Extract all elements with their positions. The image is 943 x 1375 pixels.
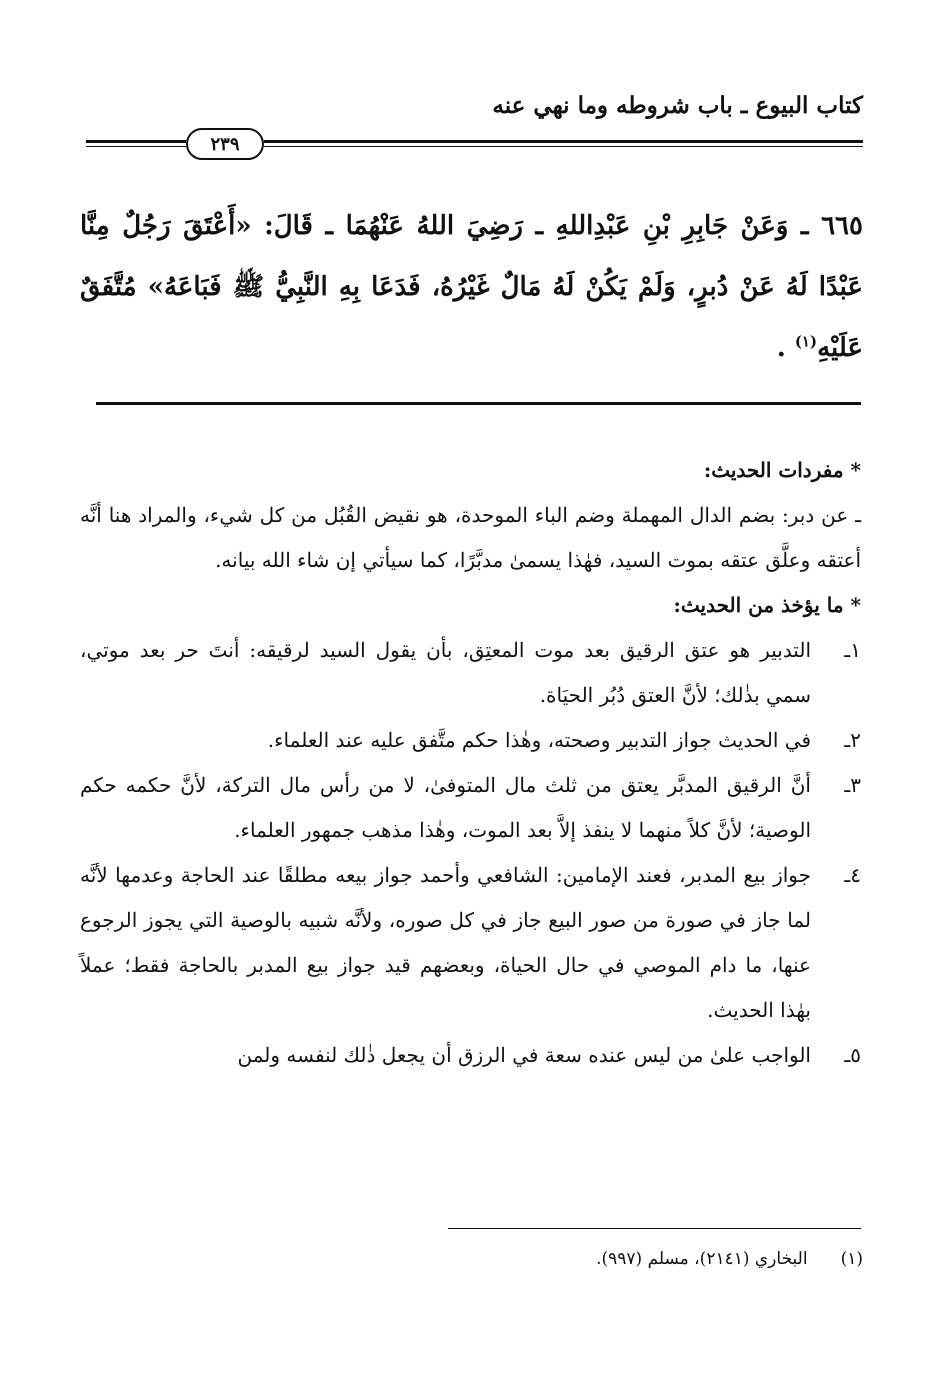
lesson-number: ٤ـ bbox=[844, 863, 861, 887]
header-rule-right bbox=[264, 140, 863, 147]
hadith-text bbox=[80, 196, 863, 379]
footnote bbox=[80, 1244, 863, 1274]
lesson-number: ١ـ bbox=[844, 638, 861, 662]
lesson-number: ٥ـ bbox=[844, 1043, 861, 1067]
footnote-text: البخاري (٢١٤١)، مسلم (٩٩٧). bbox=[596, 1249, 808, 1269]
lesson-number: ٢ـ bbox=[844, 728, 861, 752]
hadith-body: ـ وَعَنْ جَابِرِ بْنِ عَبْدِاللهِ ـ رَضِيَ اللهُ عَنْهُمَا ـ قَالَ: «أَعْتَقَ رَجُلٌ مِنَّا عَبْدًا لَهُ عَنْ دُبرٍ، وَلَمْ يَكُنْ لَهُ مَالٌ غَيْرُهُ، فَدَعَا بِهِ النَّبِيُّ ﷺ فَبَاعَهُ» مُتَّفَقٌ عَلَيْهِ bbox=[80, 211, 863, 363]
lesson-item bbox=[80, 628, 861, 718]
footnote-number: (١) bbox=[840, 1249, 863, 1269]
section-separator bbox=[96, 402, 861, 405]
lesson-item bbox=[80, 763, 861, 853]
vocab-heading: * مفردات الحديث: bbox=[703, 458, 861, 482]
hadith-number: ٦٦٥ bbox=[821, 211, 863, 241]
lesson-text: التدبير هو عتق الرقيق بعد موت المعتِق، بأن يقول السيد لرقيقه: أنتَ حر بعد موتي، سمي بذٰلك؛ لأنَّ العتق دُبُر الحيَاة. bbox=[80, 638, 811, 707]
footnote-reference: (١) bbox=[794, 332, 818, 351]
footnote-rule bbox=[448, 1228, 861, 1229]
lesson-item bbox=[80, 718, 861, 763]
lesson-text: الواجب علىٰ من ليس عنده سعة في الرزق أن يجعل ذٰلك لنفسه ولمن bbox=[237, 1043, 811, 1067]
vocab-entry: ـ عن دبر: بضم الدال المهملة وضم الباء الموحدة، هو نقيض القُبُل من كل شيء، والمراد هنا أنَّه أعتقه وعلَّق عتقه بموت السيد، فهٰذا يسمىٰ مدبَّرًا، كما سيأتي إن شاء الله بيانه. bbox=[80, 503, 861, 572]
lesson-text: في الحديث جواز التدبير وصحته، وهٰذا حكم متَّفق عليه عند العلماء. bbox=[267, 728, 811, 752]
lesson-text: أنَّ الرقيق المدبَّر يعتق من ثلث مال المتوفىٰ، لا من رأس مال التركة، لأنَّ حكمه حكم الوصية؛ لأنَّ كلاً منهما لا ينفذ إلاَّ بعد الموت، وهٰذا مذهب جمهور العلماء. bbox=[80, 773, 811, 842]
lesson-item bbox=[80, 1033, 861, 1078]
lesson-number: ٣ـ bbox=[844, 773, 861, 797]
hadith-end: . bbox=[776, 333, 795, 363]
commentary bbox=[80, 448, 861, 1078]
lessons-heading: * ما يؤخذ من الحديث: bbox=[673, 593, 861, 617]
header-rule-left bbox=[86, 140, 186, 147]
lesson-text: جواز بيع المدبر، فعند الإمامين: الشافعي وأحمد جواز بيعه مطلقًا عند الحاجة وعدمها لأنَّه لما جاز في صورة من صور البيع جاز في كل صوره، ولأنَّه شبيه بالوصية التي يجوز الرجوع عنها، ما دام الموصي في حال الحياة، وبعضهم قيد جواز بيع المدبر بالحاجة فقط؛ عملاً بهٰذا الحديث. bbox=[80, 863, 811, 1022]
running-title: كتاب البيوع ـ باب شروطه وما نهي عنه bbox=[492, 92, 863, 119]
page-number: ٢٣٩ bbox=[186, 128, 264, 160]
lesson-item bbox=[80, 853, 861, 1033]
